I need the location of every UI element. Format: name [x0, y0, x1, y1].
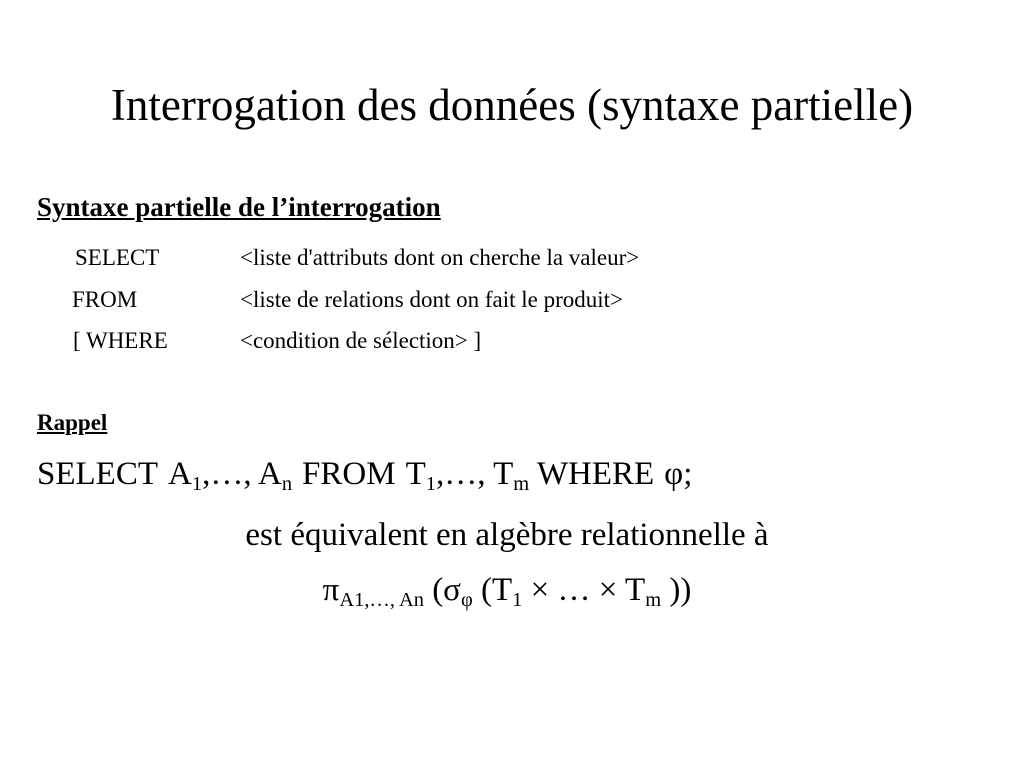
algebra-selection-symbol: (σ	[432, 572, 461, 608]
formula-table-separator: ,…, T	[435, 456, 514, 492]
syntax-description-select: <liste d'attributs dont on cherche la valeur>	[240, 245, 640, 270]
algebra-projection-attributes: A1,…, An	[339, 589, 424, 612]
algebra-product: × … × T	[530, 572, 646, 608]
slide-title: Interrogation des données (syntaxe partielle)	[110, 80, 914, 130]
formula-table-first-index: 1	[425, 473, 436, 496]
algebra-table-last-index: m	[645, 589, 662, 612]
formula-attribute-last-index: n	[281, 473, 293, 496]
formula-attribute-first-index: 1	[191, 473, 203, 496]
formula-from-keyword: FROM	[302, 456, 396, 492]
formula-condition: φ;	[664, 456, 693, 492]
sql-formula	[37, 452, 692, 496]
algebra-selection-condition: φ	[460, 589, 473, 612]
algebra-formula	[0, 568, 1014, 612]
algebra-projection-symbol: π	[322, 572, 340, 608]
syntax-description-from: <liste de relations dont on fait le produit>	[240, 287, 624, 312]
formula-table-first: T	[405, 456, 426, 492]
syntax-heading: Syntaxe partielle de l’interrogation	[37, 192, 441, 222]
syntax-keyword-where: [ WHERE	[73, 328, 168, 353]
formula-where-keyword: WHERE	[536, 456, 655, 492]
algebra-table-first-index: 1	[512, 589, 523, 612]
algebra-table-first: (T	[481, 572, 513, 608]
formula-table-last-index: m	[513, 473, 530, 496]
formula-attribute-first: A	[168, 456, 192, 492]
equivalence-text: est équivalent en algèbre relationnelle à	[245, 517, 769, 553]
algebra-closing-parens: ))	[669, 572, 692, 608]
formula-attribute-separator: ,…, A	[202, 456, 282, 492]
syntax-keyword-select: SELECT	[75, 245, 160, 270]
syntax-keyword-from: FROM	[72, 287, 138, 312]
rappel-heading: Rappel	[37, 410, 108, 435]
formula-select-keyword: SELECT	[37, 456, 158, 492]
syntax-description-where: <condition de sélection> ]	[240, 328, 482, 353]
